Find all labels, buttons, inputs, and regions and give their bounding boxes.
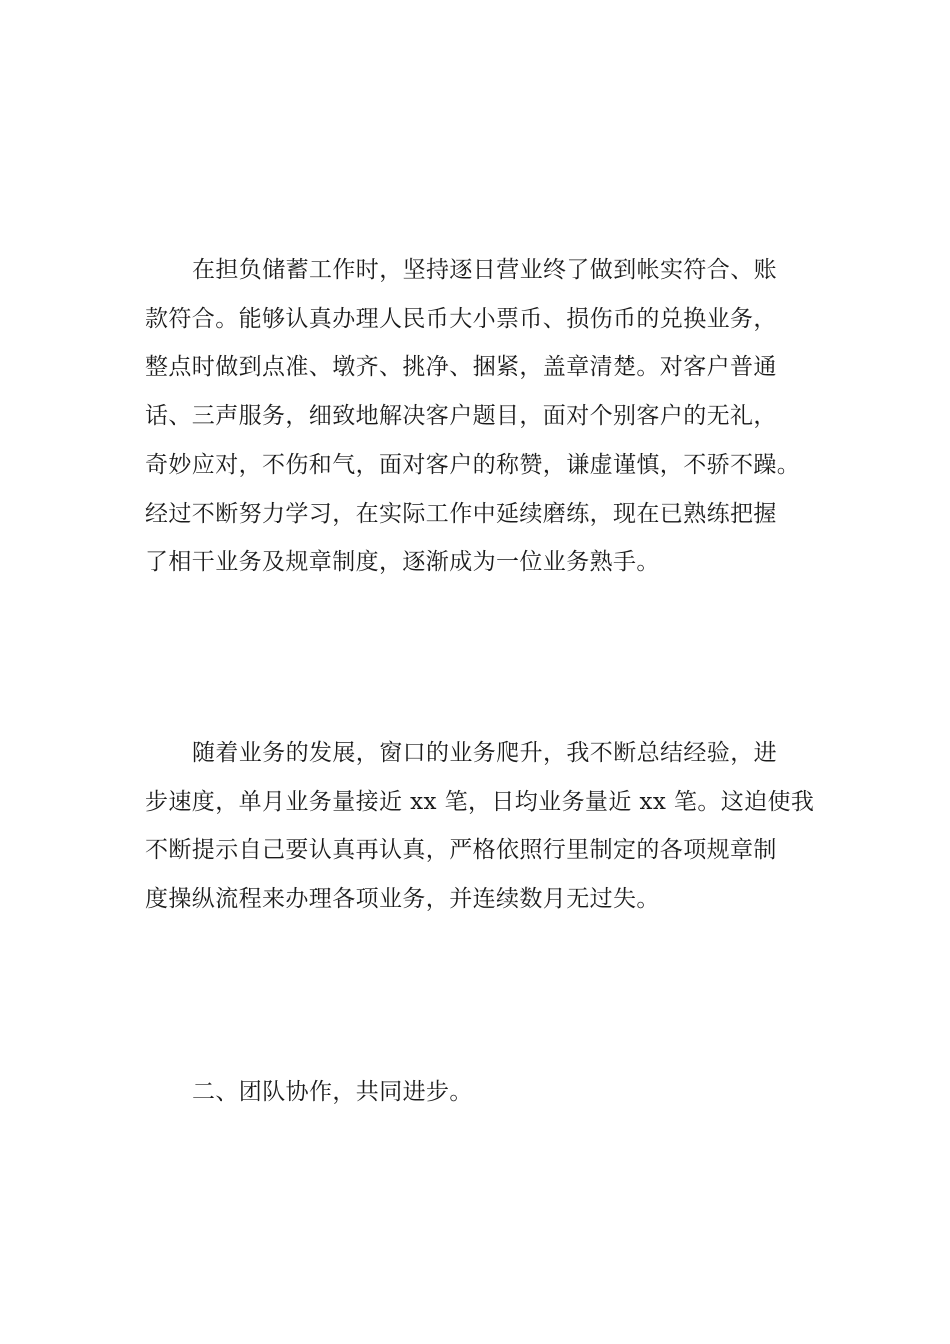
paragraph-line: 在担负储蓄工作时，坚持逐日营业终了做到帐实符合、账 xyxy=(192,257,777,283)
paragraph-line: 随着业务的发展，窗口的业务爬升，我不断总结经验，进 xyxy=(192,740,777,766)
paragraph-line: 不断提示自己要认真再认真，严格依照行里制定的各项规章制 xyxy=(145,837,777,864)
paragraph-line: 了相干业务及规章制度，逐渐成为一位业务熟手。 xyxy=(145,549,660,576)
paragraph-line: 整点时做到点准、墩齐、挑净、捆紧，盖章清楚。对客户普通 xyxy=(145,354,777,381)
section-heading-teamwork xyxy=(145,1068,815,1117)
paragraph-line: 经过不断努力学习，在实际工作中延续磨练，现在已熟练把握 xyxy=(145,500,777,527)
paragraph-line: 话、三声服务，细致地解决客户题目，面对个别客户的无礼， xyxy=(145,403,777,430)
paragraph-line: 步速度，单月业务量接近 xx 笔，日均业务量近 xx 笔。这迫使我 xyxy=(145,788,815,815)
paragraph-line: 款符合。能够认真办理人民币大小票币、损伤币的兑换业务， xyxy=(145,305,777,332)
paragraph-line: 度操纵流程来办理各项业务，并连续数月无过失。 xyxy=(145,886,660,913)
section-heading-text: 二、团队协作，共同进步。 xyxy=(192,1079,473,1105)
paragraph-line: 奇妙应对，不伤和气，面对客户的称赞，谦虚谨慎，不骄不躁。 xyxy=(145,451,801,478)
paragraph-business-growth xyxy=(145,729,815,924)
paragraph-savings-work xyxy=(145,246,815,587)
